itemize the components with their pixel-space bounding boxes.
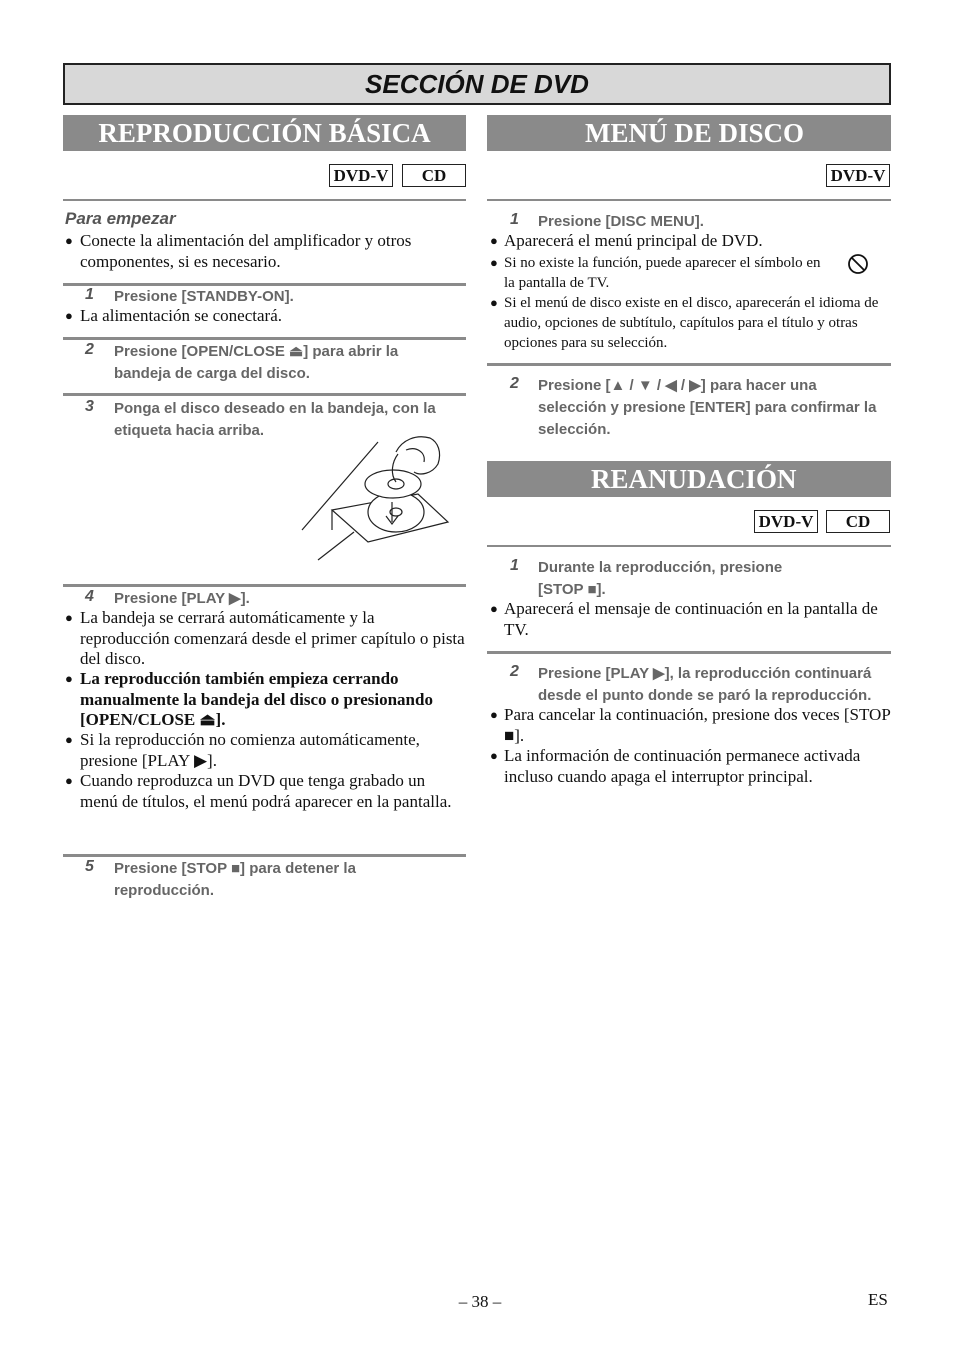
step-divider	[63, 854, 466, 857]
step-number: 1	[85, 286, 94, 303]
list-item: ● La bandeja se cerrará automáticamente y la reproducción comenzará desde el primer capítulo o pista del disco.	[65, 608, 465, 668]
step-text: Presione [DISC MENU].	[538, 213, 704, 230]
tag-cd: CD	[402, 164, 466, 187]
list-item: ● Para cancelar la continuación, presione dos veces [STOP ■].	[490, 705, 891, 745]
section-banner: SECCIÓN DE DVD	[63, 63, 891, 105]
step-number: 1	[510, 557, 519, 574]
step-divider	[487, 651, 891, 654]
step-number: 2	[85, 341, 94, 358]
divider	[63, 199, 466, 201]
divider	[487, 199, 891, 201]
language-label: ES	[868, 1290, 888, 1309]
step-divider	[63, 584, 466, 587]
step-number: 4	[85, 588, 94, 605]
list-item: ● Si el menú de disco existe en el disco, aparecerán el idioma de audio, opciones de subtítulo, capítulos para el título y otras opciones para su selección.	[490, 295, 879, 351]
step-text: Ponga el disco deseado en la bandeja, con la etiqueta hacia arriba.	[114, 400, 436, 439]
disc-tray-illustration	[298, 432, 468, 572]
step-text: Durante la reproducción, presione [STOP ■].	[538, 559, 783, 598]
step-number: 2	[510, 375, 519, 392]
intro-bullet: ● Conecte la alimentación del amplificador y otros componentes, si es necesario.	[65, 231, 412, 271]
step-text: Presione [PLAY ▶], la reproducción continuará desde el punto donde se paró la reproducción.	[538, 665, 872, 704]
resume-title: REANUDACIÓN	[487, 461, 891, 497]
tag-dvd-v: DVD-V	[329, 164, 393, 187]
step-text: Presione [PLAY ▶].	[114, 590, 250, 607]
step-text: Presione [▲ / ▼ / ◀ / ▶] para hacer una selección y presione [ENTER] para confirmar la selección.	[538, 377, 877, 438]
step-number: 2	[510, 663, 519, 680]
basic-playback-title: REPRODUCCIÓN BÁSICA	[63, 115, 466, 151]
list-item: ● La alimentación se conectará.	[65, 306, 282, 325]
step-divider	[63, 337, 466, 340]
list-item: ● Aparecerá el mensaje de continuación en la pantalla de TV.	[490, 599, 878, 639]
intro-label: Para empezar	[65, 209, 176, 228]
step-text: Presione [STOP ■] para detener la reproducción.	[114, 860, 356, 899]
list-item: ● Si no existe la función, puede aparecer el símbolo en la pantalla de TV.	[490, 255, 821, 291]
step-text: Presione [STANDBY-ON].	[114, 288, 294, 305]
page-number: – 38 –	[458, 1292, 502, 1311]
step-text: Presione [OPEN/CLOSE ⏏] para abrir la bandeja de carga del disco.	[114, 343, 399, 382]
step-number: 5	[85, 858, 94, 875]
disc-menu-title: MENÚ DE DISCO	[487, 115, 891, 151]
step-number: 1	[510, 211, 519, 228]
list-item: ● Si la reproducción no comienza automáticamente, presione [PLAY ▶].	[65, 730, 420, 770]
list-item: ● La información de continuación permanece activada incluso cuando apaga el interruptor principal.	[490, 746, 861, 786]
list-item: ● Aparecerá el menú principal de DVD.	[490, 231, 763, 250]
divider	[487, 545, 891, 547]
step-divider	[63, 393, 466, 396]
step-number: 3	[85, 398, 94, 415]
step-divider	[487, 363, 891, 366]
prohibited-icon	[846, 252, 870, 276]
tag-dvd-v: DVD-V	[754, 510, 818, 533]
list-item: ● La reproducción también empieza cerrando manualmente la bandeja del disco o presionando [OPEN/CLOSE ⏏].	[65, 669, 433, 729]
list-item: ● Cuando reproduzca un DVD que tenga grabado un menú de títulos, el menú podrá aparecer en la pantalla.	[65, 771, 452, 811]
tag-dvd-v: DVD-V	[826, 164, 890, 187]
tag-cd: CD	[826, 510, 890, 533]
